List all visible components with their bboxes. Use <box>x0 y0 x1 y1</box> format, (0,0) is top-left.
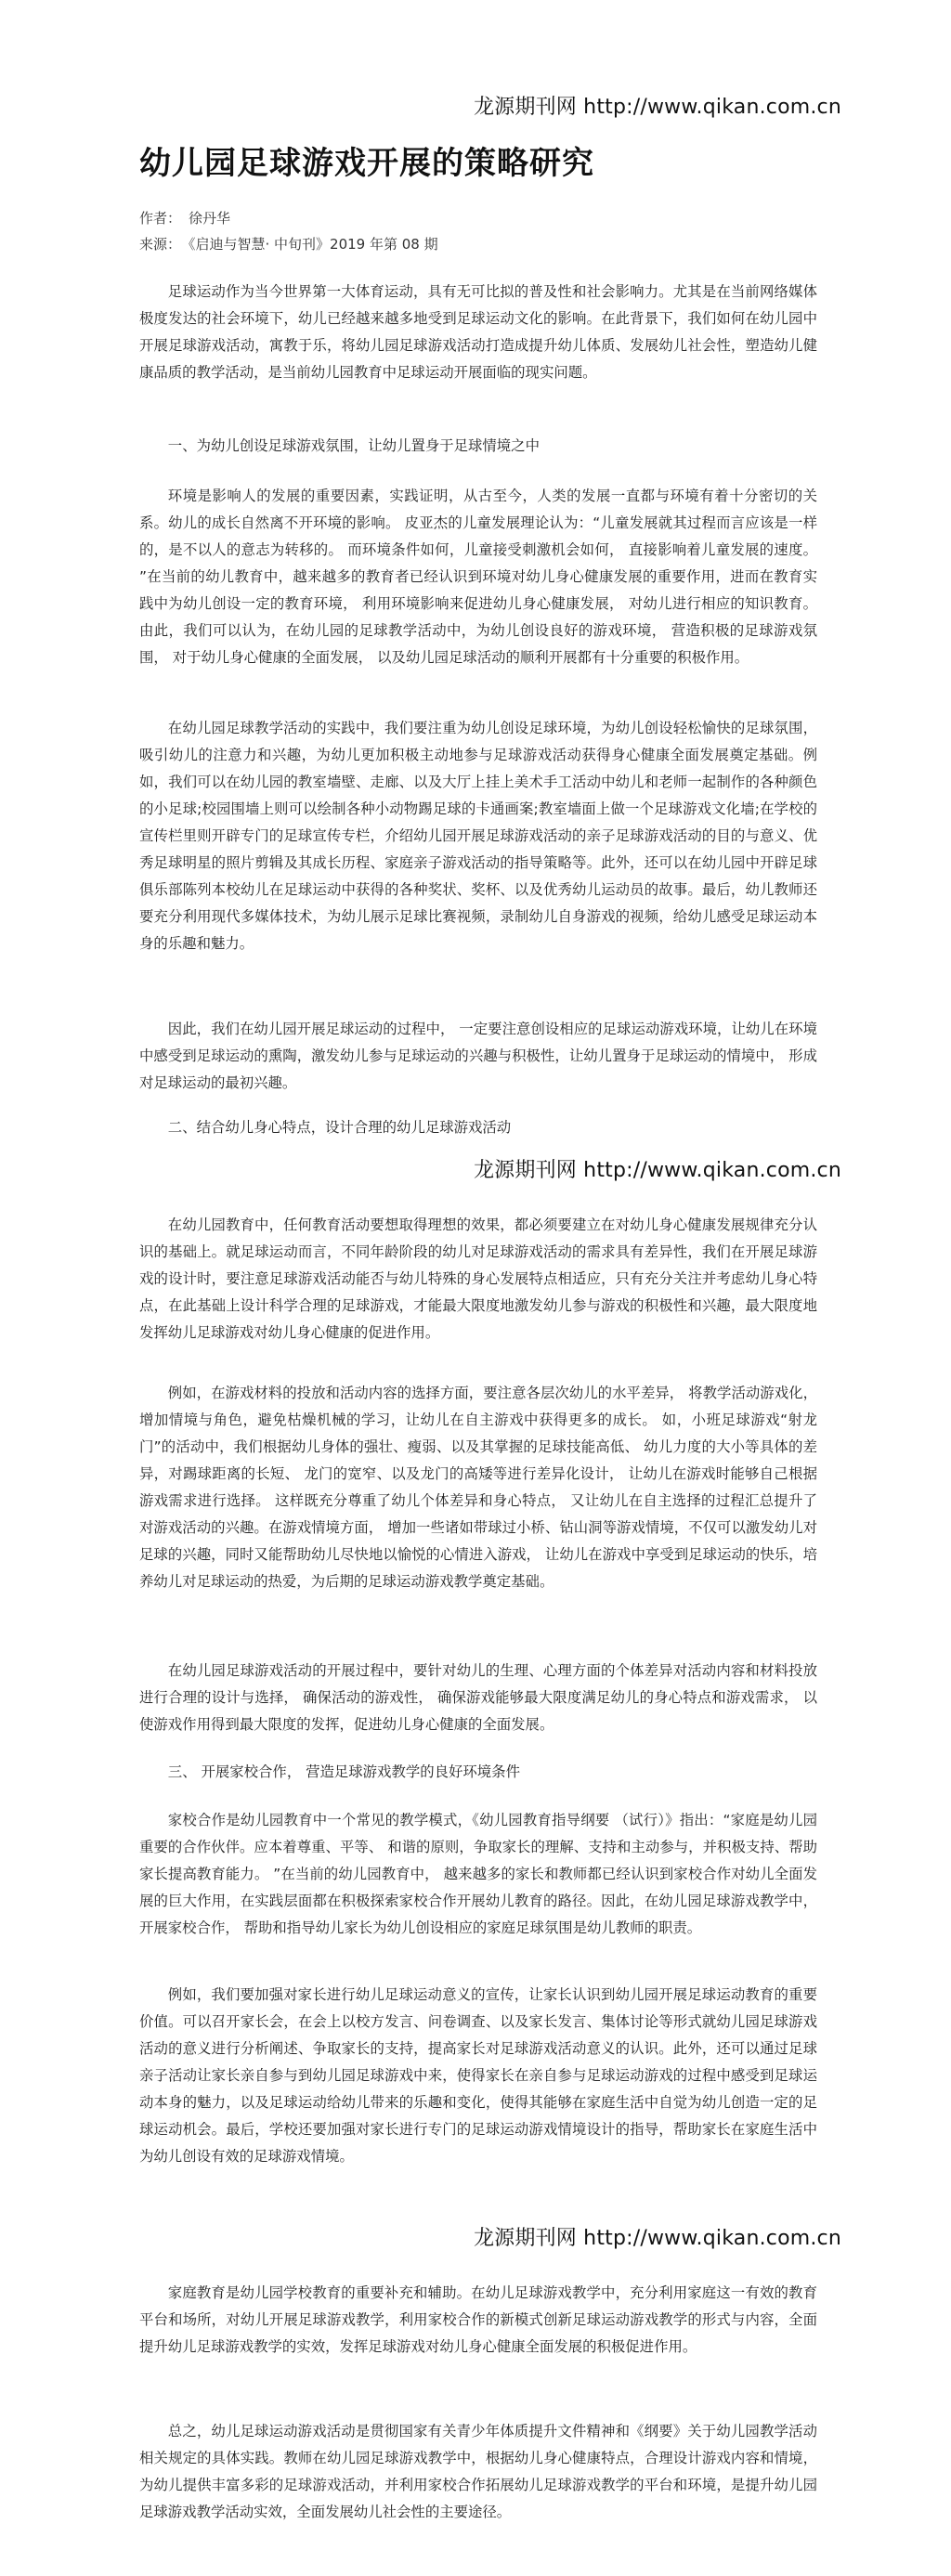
site-watermark[interactable]: 龙源期刊网 http://www.qikan.com.cn <box>473 96 841 119</box>
author-name: 徐丹华 <box>189 210 231 227</box>
paragraph-cooperation: 家校合作是幼儿园教育中一个常见的教学模式，《幼儿园教育指导纲要 （试行）》指出：“家庭是幼儿园重要的合作伙伴。应本着尊重、平等、 和谐的原则，争取家长的理解、支持和主动参与，并积极支持、帮助家长提高教育能力。 ”在当前的幼儿园教育中， 越来越多的家长和教师都已经认识到家校合作对幼儿全面发展的巨大作用，在实践层面都在积极探索家校合作开展幼儿教育的路径。因此，在幼儿园足球游戏教学中，开展家校合作， 帮助和指导幼儿家长为幼儿创设相应的家庭足球氛围是幼儿教师的职责。 <box>139 1812 817 1936</box>
source-line <box>139 234 446 254</box>
author-label: 作者： <box>139 210 182 227</box>
paragraph-summary-1: 因此，我们在幼儿园开展足球运动的过程中， 一定要注意创设相应的足球运动游戏环境，让幼儿在环境中感受到足球运动的熏陶，激发幼儿参与足球运动的兴趣与积极性，让幼儿置身于足球运动的情境中， 形成对足球运动的最初兴趣。 <box>139 1021 817 1091</box>
section-heading-2: 二、结合幼儿身心特点，设计合理的幼儿足球游戏活动 <box>167 1119 512 1136</box>
paragraph-development: 在幼儿园教育中，任何教育活动要想取得理想的效果，都必须要建立在对幼儿身心健康发展规律充分认识的基础上。就足球运动而言，不同年龄阶段的幼儿对足球游戏活动的需求具有差异性，我们在开展足球游戏的设计时，要注意足球游戏活动能否与幼儿特殊的身心发展特点相适应，只有充分关注并考虑幼儿身心特点，在此基础上设计科学合理的足球游戏，才能最大限度地激发幼儿参与游戏的积极性和兴趣，最大限度地发挥幼儿足球游戏对幼儿身心健康的促进作用。 <box>139 1216 817 1341</box>
author-line <box>139 208 238 228</box>
paragraph-design: 在幼儿园足球游戏活动的开展过程中，要针对幼儿的生理、心理方面的个体差异对活动内容和材料投放进行合理的设计与选择， 确保活动的游戏性， 确保游戏能够最大限度满足幼儿的身心特点和游戏需求， 以使游戏作用得到最大限度的发挥，促进幼儿身心健康的全面发展。 <box>139 1662 817 1733</box>
paragraph-environment: 环境是影响人的发展的重要因素，实践证明，从古至今，人类的发展一直都与环境有着十分密切的关系。幼儿的成长自然离不开环境的影响。 皮亚杰的儿童发展理论认为：“儿童发展就其过程而言应该是一样的，是不以人的意志为转移的。 而环境条件如何，儿童接受刺激机会如何， 直接影响着儿童发展的速度。 ”在当前的幼儿教育中，越来越多的教育者已经认识到环境对幼儿身心健康发展的重要作用，进而在教育实践中为幼儿创设一定的教育环境， 利用环境影响来促进幼儿身心健康发展， 对幼儿进行相应的知识教育。 由此，我们可以认为，在幼儿园的足球教学活动中，为幼儿创设良好的游戏环境， 营造积极的足球游戏氛围， 对于幼儿身心健康的全面发展， 以及幼儿园足球活动的顺利开展都有十分重要的积极作用。 <box>139 488 817 666</box>
paragraph-intro: 足球运动作为当今世界第一大体育运动，具有无可比拟的普及性和社会影响力。尤其是在当前网络媒体极度发达的社会环境下，幼儿已经越来越多地受到足球运动文化的影响。在此背景下，我们如何在幼儿园中开展足球游戏活动，寓教于乐，将幼儿园足球游戏活动打造成提升幼儿体质、发展幼儿社会性，塑造幼儿健康品质的教学活动，是当前幼儿园教育中足球运动开展面临的现实问题。 <box>139 283 817 381</box>
site-watermark[interactable]: 龙源期刊网 http://www.qikan.com.cn <box>473 1159 841 1182</box>
paragraph-conclusion: 总之，幼儿足球运动游戏活动是贯彻国家有关青少年体质提升文件精神和《纲要》关于幼儿园教学活动相关规定的具体实践。教师在幼儿园足球游戏教学中，根据幼儿身心健康特点，合理设计游戏内容和情境，为幼儿提供丰富多彩的足球游戏活动，并利用家校合作拓展幼儿足球游戏教学的平台和环境，是提升幼儿园足球游戏教学活动实效，全面发展幼儿社会性的主要途径。 <box>139 2423 817 2520</box>
paragraph-family: 家庭教育是幼儿园学校教育的重要补充和辅助。在幼儿足球游戏教学中，充分利用家庭这一有效的教育平台和场所，对幼儿开展足球游戏教学，利用家校合作的新模式创新足球运动游戏教学的形式与内容，全面提升幼儿足球游戏教学的实效，发挥足球游戏对幼儿身心健康全面发展的积极促进作用。 <box>139 2284 817 2355</box>
source-value: 《启迪与智慧· 中旬刊》2019 年第 08 期 <box>189 236 438 253</box>
paragraph-example: 例如，在游戏材料的投放和活动内容的选择方面，要注意各层次幼儿的水平差异， 将教学活动游戏化，增加情境与角色，避免枯燥机械的学习，让幼儿在自主游戏中获得更多的成长。 如，小班足球游戏“射龙门”的活动中，我们根据幼儿身体的强壮、瘦弱、以及其掌握的足球技能高低、 幼儿力度的大小等具体的差异，对踢球距离的长短、 龙门的宽窄、以及龙门的高矮等进行差异化设计， 让幼儿在游戏时能够自己根据游戏需求进行选择。 这样既充分尊重了幼儿个体差异和身心特点， 又让幼儿在自主选择的过程汇总提升了对游戏活动的兴趣。在游戏情境方面， 增加一些诸如带球过小桥、钻山洞等游戏情境，不仅可以激发幼儿对足球的兴趣，同时又能帮助幼儿尽快地以愉悦的心情进入游戏， 让幼儿在游戏中享受到足球运动的快乐，培养幼儿对足球运动的热爱，为后期的足球运动游戏教学奠定基础。 <box>139 1385 817 1590</box>
article-title: 幼儿园足球游戏开展的策略研究 <box>139 145 594 182</box>
section-heading-1: 一、为幼儿创设足球游戏氛围，让幼儿置身于足球情境之中 <box>167 437 540 454</box>
section-heading-3: 三、 开展家校合作， 营造足球游戏教学的良好环境条件 <box>167 1763 520 1780</box>
paragraph-practice: 在幼儿园足球教学活动的实践中，我们要注重为幼儿创设足球环境，为幼儿创设轻松愉快的足球氛围， 吸引幼儿的注意力和兴趣，为幼儿更加积极主动地参与足球游戏活动获得身心健康全面发展奠定基础。例如，我们可以在幼儿园的教室墙壁、走廊、以及大厅上挂上美术手工活动中幼儿和老师一起制作的各种颜色的小足球;校园围墙上则可以绘制各种小动物踢足球的卡通画案;教室墙面上做一个足球游戏文化墙;在学校的宣传栏里则开辟专门的足球宣传专栏，介绍幼儿园开展足球游戏活动的亲子足球游戏活动的目的与意义、优秀足球明星的照片剪辑及其成长历程、家庭亲子游戏活动的指导策略等。此外，还可以在幼儿园中开辟足球俱乐部陈列本校幼儿在足球运动中获得的各种奖状、奖杯、以及优秀幼儿运动员的故事。最后，幼儿教师还要充分利用现代多媒体技术，为幼儿展示足球比赛视频，录制幼儿自身游戏的视频，给幼儿感受足球运动本身的乐趣和魅力。 <box>139 720 817 952</box>
site-watermark[interactable]: 龙源期刊网 http://www.qikan.com.cn <box>473 2227 841 2250</box>
paragraph-parents: 例如，我们要加强对家长进行幼儿足球运动意义的宣传，让家长认识到幼儿园开展足球运动教育的重要价值。可以召开家长会，在会上以校方发言、问卷调查、以及家长发言、集体讨论等形式就幼儿园足球游戏活动的意义进行分析阐述、争取家长的支持，提高家长对足球游戏活动意义的认识。此外，还可以通过足球亲子活动让家长亲自参与到幼儿园足球游戏中来，使得家长在亲自参与足球运动游戏的过程中感受到足球运动本身的魅力，以及足球运动给幼儿带来的乐趣和变化，使得其能够在家庭生活中自觉为幼儿创造一定的足球运动机会。最后，学校还要加强对家长进行专门的足球运动游戏情境设计的指导，帮助家长在家庭生活中为幼儿创设有效的足球游戏情境。 <box>139 1986 817 2165</box>
source-label: 来源： <box>139 236 182 253</box>
